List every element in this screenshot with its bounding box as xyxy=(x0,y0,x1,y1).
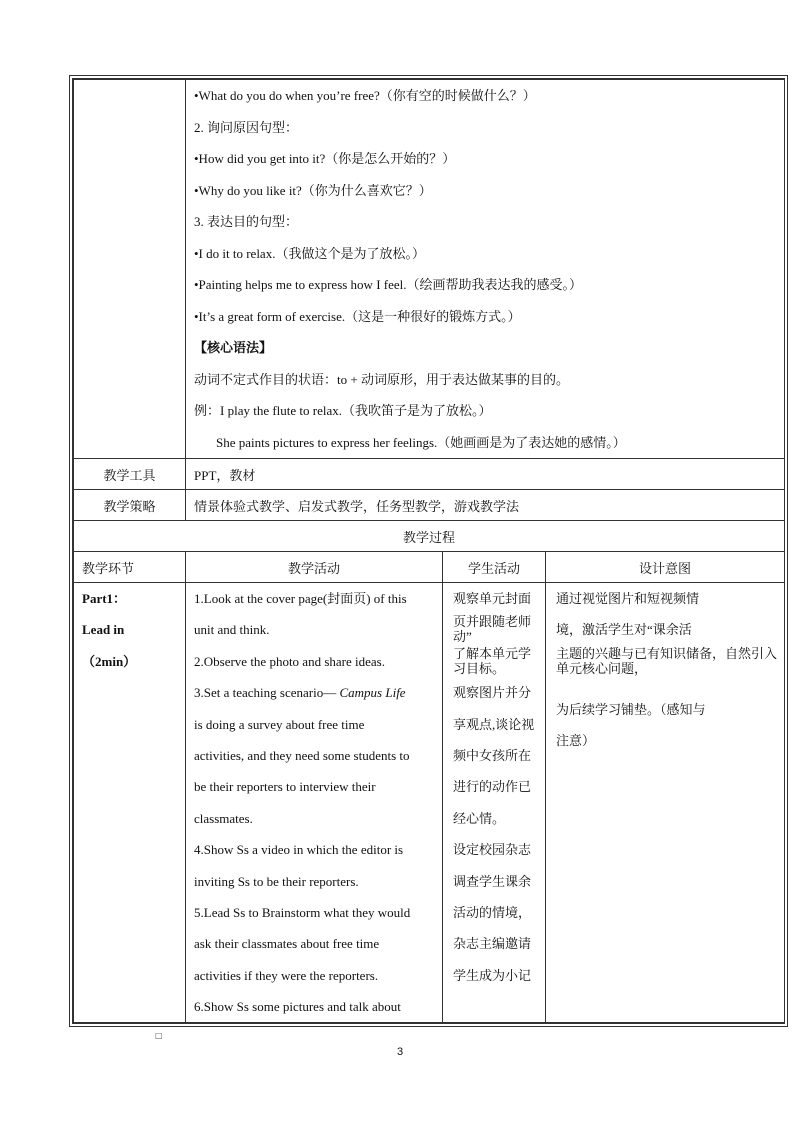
activity-line: 4.Show Ss a video in which the editor is xyxy=(194,842,404,858)
student-line: 设定校园杂志 xyxy=(453,842,532,858)
activity-line: be their reporters to interview their xyxy=(194,779,376,795)
student-line: 学生成为小记 xyxy=(453,967,532,983)
activity-cell xyxy=(186,583,443,1023)
process-title-row xyxy=(74,521,785,552)
text-line: •Painting helps me to express how I feel.（绘画帮助我表达我的感受。） xyxy=(194,277,583,292)
stage-cell xyxy=(74,583,186,1023)
student-line: 经心情。 xyxy=(453,810,506,826)
campus-life-title: Campus Life xyxy=(339,685,406,701)
tools-row xyxy=(74,459,785,490)
strategy-row xyxy=(74,490,785,521)
stage-time: （2min） xyxy=(82,653,137,669)
stage-name: Lead in xyxy=(82,622,125,638)
design-line: 通过视觉图片和短视频情 xyxy=(556,591,700,606)
student-line: 观察单元封面 xyxy=(453,591,532,606)
activity-text: 3.Set a teaching scenario— xyxy=(194,685,340,701)
activity-line: activities, and they need some students to xyxy=(194,747,410,763)
text-line: •It’s a great form of exercise.（这是一种很好的锻炼方式。） xyxy=(194,308,521,324)
design-line: 为后续学习铺垫。（感知与 xyxy=(556,701,706,717)
text-line: 3. 表达目的句型： xyxy=(194,214,299,229)
activity-line: 6.Show Ss some pictures and talk about xyxy=(194,999,401,1015)
student-line: 频中女孩所在 xyxy=(453,747,532,763)
text-line: •I do it to relax.（我做这个是为了放松。） xyxy=(194,245,425,261)
empty-label-cell xyxy=(74,80,186,459)
design-line: 主题的兴趣与已有知识储备，自然引入单元核心问题， xyxy=(556,645,778,676)
process-title: 教学过程 xyxy=(74,521,785,552)
student-line: 页并跟随老师动” xyxy=(453,614,532,645)
language-section-row xyxy=(74,80,785,459)
activity-line: inviting Ss to be their reporters. xyxy=(194,873,359,889)
activity-line: classmates. xyxy=(194,810,253,826)
activity-line: activities if they were the reporters. xyxy=(194,967,379,983)
header-student: 学生活动 xyxy=(443,552,546,583)
activity-line: 5.Lead Ss to Brainstorm what they would xyxy=(194,904,411,920)
activity-line: unit and think. xyxy=(194,622,270,638)
text-line: •How did you get into it?（你是怎么开始的？） xyxy=(194,151,456,166)
language-content-cell xyxy=(186,80,785,459)
student-line: 杂志主编邀请 xyxy=(453,936,532,952)
activity-line: 1.Look at the cover page(封面页) of this xyxy=(194,591,407,606)
grammar-heading: 【核心语法】 xyxy=(194,340,273,355)
activity-line xyxy=(186,677,442,708)
text-line: 2. 询问原因句型： xyxy=(194,119,299,135)
student-line: 调查学生课余 xyxy=(453,873,532,889)
student-line: 享观点,谈论视 xyxy=(453,716,535,732)
student-line: 活动的情境， xyxy=(453,904,532,920)
student-line: 进行的动作已 xyxy=(453,779,532,795)
text-line: •What do you do when you’re free?（你有空的时候做什么？） xyxy=(194,88,536,103)
activity-line: ask their classmates about free time xyxy=(194,936,380,952)
header-stage: 教学环节 xyxy=(74,552,186,583)
text-line: She paints pictures to express her feelings.（她画画是为了表达她的感情。） xyxy=(216,434,626,450)
text-line: •Why do you like it?（你为什么喜欢它？） xyxy=(194,182,432,198)
strategy-value: 情景体验式教学、启发式教学，任务型教学，游戏教学法 xyxy=(186,490,785,521)
text-line: 例：I play the flute to relax.（我吹笛子是为了放松。） xyxy=(194,403,492,418)
student-cell xyxy=(443,583,546,1023)
student-line: 观察图片并分 xyxy=(453,685,532,701)
lesson-plan-table xyxy=(72,78,785,1024)
tools-label: 教学工具 xyxy=(74,459,186,490)
strategy-label: 教学策略 xyxy=(74,490,186,521)
header-design: 设计意图 xyxy=(546,552,785,583)
paragraph-mark: □ xyxy=(155,1031,163,1040)
activity-line: is doing a survey about free time xyxy=(194,716,365,732)
header-activity: 教学活动 xyxy=(186,552,443,583)
text-line: 动词不定式作目的状语：to + 动词原形，用于表达做某事的目的。 xyxy=(194,371,569,387)
stage-part: Part1： xyxy=(82,591,127,606)
header-row xyxy=(74,552,785,583)
part1-row xyxy=(74,583,785,1023)
activity-line: 2.Observe the photo and share ideas. xyxy=(194,653,385,669)
student-line: 了解本单元学习目标。 xyxy=(453,645,532,676)
tools-value: PPT，教材 xyxy=(186,459,785,490)
design-line: 注意） xyxy=(556,733,596,749)
design-line: 境，激活学生对“课余活 xyxy=(556,622,692,638)
design-cell xyxy=(546,583,785,1023)
page-number: 3 xyxy=(396,1046,404,1058)
